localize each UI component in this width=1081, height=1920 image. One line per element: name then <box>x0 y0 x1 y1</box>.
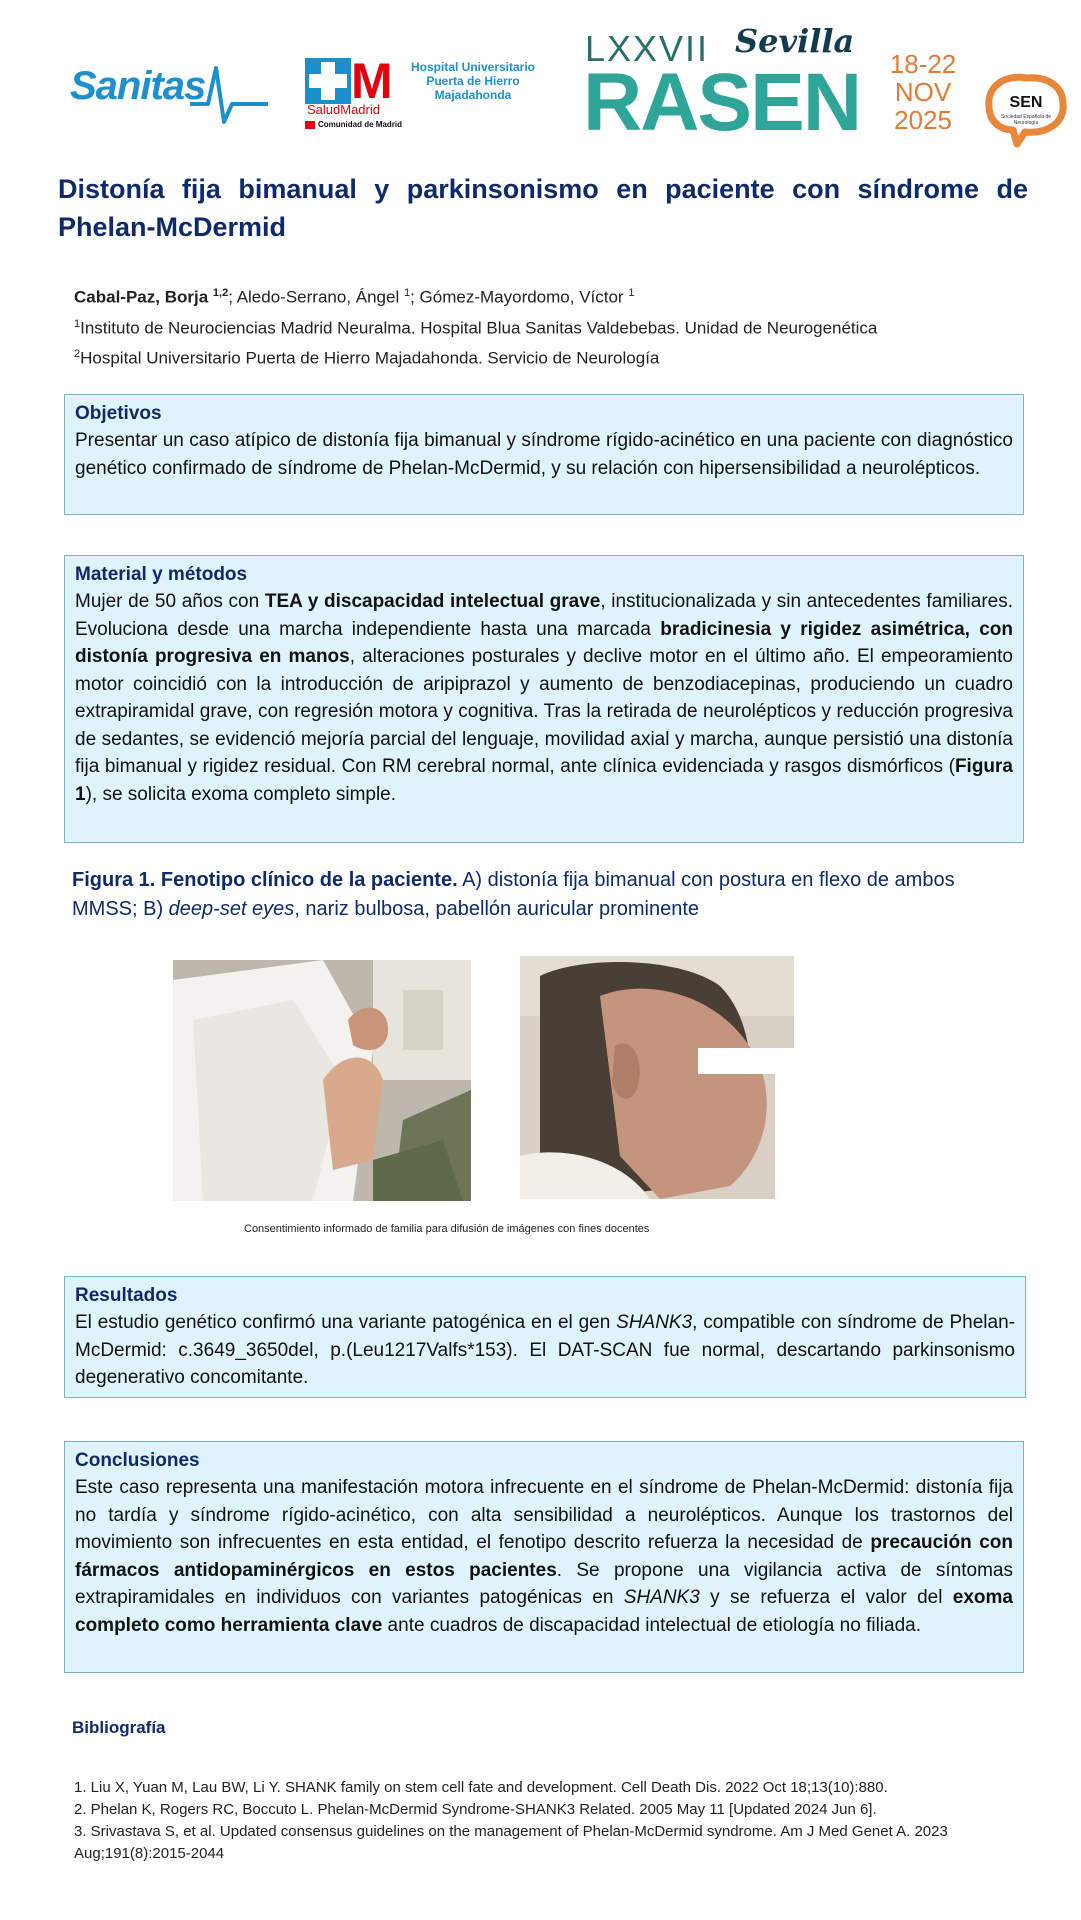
rasen-city: Sevilla <box>735 22 855 60</box>
comunidad-text: Comunidad de Madrid <box>318 120 402 129</box>
photo-hands-dystonia <box>173 960 471 1201</box>
text-run: , nariz bulbosa, pabellón auricular prominente <box>294 898 699 920</box>
lead-author: Cabal-Paz, Borja <box>74 287 209 307</box>
text-run: Este caso representa una manifestación motora infrecuente en el síndrome de Phelan-McDermid: distonía fija no tardía y síndrome rígido-acinético, con alta sensibilidad a neurolépticos. Aunque los trastornos del movimiento son infrecuentes en esta entidad, el fenotipo descrito refuerza la necesidad de <box>75 1477 1013 1553</box>
affiliation-1-text: Instituto de Neurociencias Madrid Neuralma. Hospital Blua Sanitas Valdebebas. Unidad de Neurogenética <box>80 318 878 338</box>
coauthor-1: ; Aledo-Serrano, Ángel <box>228 287 404 307</box>
conclusiones-text <box>75 1474 1013 1639</box>
bold-run: bradicinesia y rigidez asimétrica, con distonía progresiva en manos <box>75 618 1013 667</box>
salud-madrid-text: SaludMadrid <box>307 102 380 117</box>
bold-run: Figura 1 <box>75 756 1013 805</box>
dates-month: NOV <box>894 77 952 107</box>
text-run: , compatible con síndrome de Phelan-McDermid: c.3649_3650del, p.(Leu1217Valfs*153). El DAT-SCAN fue normal, descartando parkinsonismo degenerativo concomitante. <box>75 1312 1015 1388</box>
coauthor-2-sup: 1 <box>628 287 635 299</box>
comunidad-madrid <box>305 120 402 129</box>
lead-author-sup: 1,2 <box>212 287 229 299</box>
reference-item: 2. Phelan K, Rogers RC, Boccuto L. Phelan-McDermid Syndrome-SHANK3 Related. 2005 May 11 [Updated 2024 Jun 6]. <box>74 1801 877 1818</box>
salud-madrid-logo <box>305 53 545 138</box>
bibliografia-list <box>74 1777 1014 1865</box>
hospital-line: Puerta de Hierro <box>426 74 520 88</box>
rasen-edition: LXXVII <box>585 28 710 69</box>
objetivos-text: Presentar un caso atípico de distonía fija bimanual y síndrome rígido-acinético en una paciente con diagnóstico genético confirmado de síndrome de Phelan-McDermid, y su relación con hipersensibilidad a neurolépticos. <box>75 430 1013 479</box>
photo-hands-illustration <box>173 960 471 1201</box>
hospital-line: Hospital Universitario <box>410 60 536 74</box>
objetivos-box <box>64 394 1024 515</box>
consent-note: Consentimiento informado de familia para difusión de imágenes con fines docentes <box>244 1223 650 1235</box>
figure-caption <box>72 866 1022 924</box>
bold-run: exoma completo como herramienta clave <box>75 1587 1013 1636</box>
sen-subtitle: Sociedad Española de Neurología <box>1000 114 1052 126</box>
text-run: ante cuadros de discapacidad intelectual de etiología no filiada. <box>382 1614 921 1636</box>
authors-block <box>74 280 1034 372</box>
affiliation-2-sup: 2 <box>74 348 81 361</box>
header-logos <box>0 20 1081 148</box>
conclusiones-title: Conclusiones <box>75 1450 200 1471</box>
resultados-title: Resultados <box>75 1285 178 1306</box>
affiliation-2 <box>74 341 1034 372</box>
affiliation-1 <box>74 311 1034 342</box>
hospital-line: Majadahonda <box>434 88 512 102</box>
coauthor-1-sup: 1 <box>403 287 411 299</box>
hospital-name <box>403 60 543 102</box>
bold-run: TEA y discapacidad intelectual grave <box>264 591 601 612</box>
text-run: y se refuerza el valor del <box>699 1587 953 1608</box>
text-run: , institucionalizada y sin antecedentes familiares. Evoluciona desde una marcha independiente hasta una marcada <box>75 591 1013 640</box>
salud-cross-icon <box>305 58 351 104</box>
rasen-wordmark: RASEN <box>583 57 861 148</box>
author-line <box>74 280 1034 311</box>
heartbeat-icon <box>190 60 270 130</box>
text-run: Mujer de 50 años con <box>75 591 265 612</box>
text-run: , alteraciones posturales y declive motor en el último año. El empeoramiento motor coincidió con la introducción de aripiprazol y aumento de benzodiacepinas, produciendo un cuadro extrapiramidal grave, con regresión motora y cognitiva. Tras la retirada de neurolépticos y reducción progresiva de sedantes, se evidenció mejoría parcial del lenguaje, movilidad axial y marcha, aunque persistió una distonía fija bimanual y rigidez residual. Con RM cerebral normal, ante clínica evidenciada y rasgos dismórficos ( <box>75 646 1013 777</box>
text-run: El estudio genético confirmó una variante patogénica en el gen <box>75 1312 617 1333</box>
italic-run: SHANK3 <box>616 1312 693 1333</box>
flag-icon <box>305 121 315 129</box>
affiliation-1-sup: 1 <box>74 317 81 330</box>
photo-face-profile <box>520 956 794 1199</box>
resultados-text <box>75 1309 1015 1392</box>
affiliation-2-text: Hospital Universitario Puerta de Hierro Majadahonda. Servicio de Neurología <box>80 348 660 368</box>
text-run: . Se propone una vigilancia activa de síntomas extrapiramidales en individuos con variantes patogénicas en <box>75 1559 1014 1608</box>
italic-run: deep-set eyes <box>168 898 295 920</box>
italic-run: SHANK3 <box>623 1587 700 1608</box>
bibliografia-title: Bibliografía <box>72 1718 166 1737</box>
sanitas-logo <box>70 60 260 130</box>
sanitas-wordmark: Sanitas <box>70 64 206 108</box>
material-text <box>75 588 1013 808</box>
reference-item: 3. Srivastava S, et al. Updated consensus guidelines on the management of Phelan-McDermid syndrome. Am J Med Genet A. 2023 Aug;191(8):2015-2044 <box>74 1823 948 1862</box>
figure-label: Figura 1. Fenotipo clínico de la paciente. <box>72 869 458 891</box>
rasen-logo <box>583 20 957 148</box>
coauthor-2: ; Gómez-Mayordomo, Víctor <box>410 287 629 307</box>
dates-days: 18-22 <box>889 49 957 79</box>
bold-run: precaución con fármacos antidopaminérgicos en estos pacientes <box>75 1532 1014 1581</box>
resultados-box <box>64 1276 1026 1398</box>
salud-m-letter: M <box>351 53 393 109</box>
photo-face-illustration <box>520 956 794 1199</box>
sen-logo <box>983 72 1069 148</box>
text-run: A) distonía fija bimanual con postura en flexo de ambos MMSS; B) <box>72 869 955 920</box>
poster-title: Distonía fija bimanual y parkinsonismo en paciente con síndrome de Phelan-McDermid <box>58 174 1028 242</box>
material-title: Material y métodos <box>75 564 248 585</box>
dates-year: 2025 <box>894 105 952 135</box>
sen-wordmark: SEN <box>1009 94 1043 111</box>
conclusiones-box <box>64 1441 1024 1673</box>
text-run: ), se solicita exoma completo simple. <box>85 783 397 805</box>
congress-dates <box>883 50 963 134</box>
reference-item: 1. Liu X, Yuan M, Lau BW, Li Y. SHANK family on stem cell fate and development. Cell Death Dis. 2022 Oct 18;13(10):880. <box>74 1779 888 1796</box>
objetivos-title: Objetivos <box>75 403 162 424</box>
material-box <box>64 555 1024 843</box>
